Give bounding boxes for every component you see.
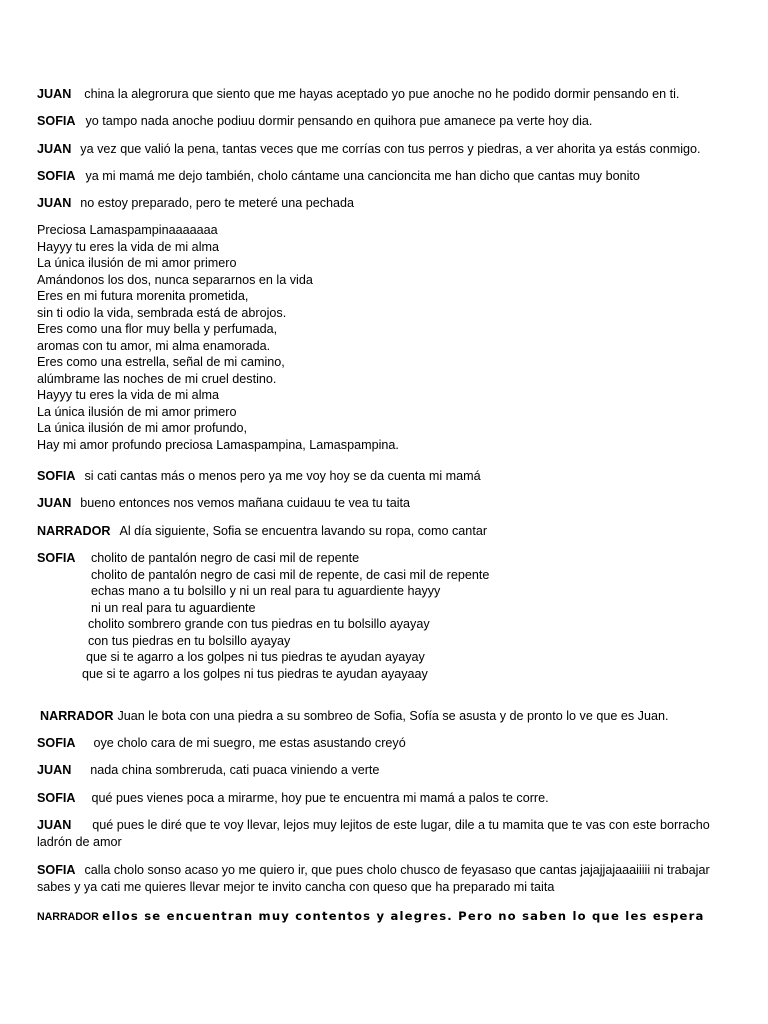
dialogue-line — [37, 817, 738, 850]
dialogue-text: qué pues le diré que te voy llevar, lejos muy lejitos de este lugar, dile a tu mamita que te vas con este borracho ladrón de amor — [37, 818, 710, 849]
closing-text: ellos se encuentran muy contentos y alegres. Pero no saben lo que les espera — [102, 909, 705, 923]
lyric-line: Eres en mi futura morenita prometida, — [37, 289, 249, 303]
dialogue-line — [37, 762, 738, 779]
lyric-line: La única ilusión de mi amor primero — [37, 404, 237, 419]
dialogue-text: bueno entonces nos vemos mañana cuidauu te vea tu taita — [80, 496, 411, 510]
dialogue-line — [37, 468, 738, 485]
lyric-line: con tus piedras en tu bolsillo ayayay — [88, 633, 291, 648]
speaker-label: JUAN — [37, 142, 72, 156]
dialogue-line — [37, 862, 738, 895]
lyric-line: Hayyy tu eres la vida de mi alma — [37, 239, 219, 254]
dialogue-line — [37, 168, 738, 185]
speaker-label: JUAN — [37, 818, 72, 832]
speaker-label: NARRADOR — [37, 911, 99, 923]
dialogue-line — [37, 523, 738, 540]
closing-line — [37, 908, 738, 926]
speaker-label: NARRADOR — [37, 524, 111, 538]
dialogue-text: yo tampo nada anoche podiuu dormir pensando en quihora pue amanece pa verte hoy dia. — [85, 114, 593, 128]
dialogue-line — [37, 113, 738, 130]
lyric-line: La única ilusión de mi amor primero — [37, 256, 237, 270]
lyric-line: cholito de pantalón negro de casi mil de repente, de casi mil de repente — [91, 567, 490, 582]
dialogue-text: calla cholo sonso acaso yo me quiero ir, que pues cholo chusco de feyasaso que cantas jajajjajaaaiiiii ni trabajar sabes y ya cati me quieres llevar mejor te invito cancha con queso que ha preparado mi taita — [37, 863, 710, 894]
lyric-line: Eres como una estrella, señal de mi camino, — [37, 355, 285, 369]
lyric-line: ni un real para tu aguardiente — [91, 600, 256, 615]
lyric-line: que si te agarro a los golpes ni tus piedras te ayudan ayayaay — [82, 666, 428, 681]
dialogue-line — [37, 735, 738, 752]
speaker-label: JUAN — [37, 196, 72, 210]
dialogue-text: ya mi mamá me dejo también, cholo cántame una cancioncita me han dicho que cantas muy bonito — [85, 169, 640, 183]
lyric-line: Eres como una flor muy bella y perfumada, — [37, 322, 278, 336]
lyric-line: sin ti odio la vida, sembrada está de abrojos. — [37, 305, 287, 320]
dialogue-text: oye cholo cara de mi suegro, me estas asustando creyó — [93, 736, 406, 750]
speaker-label: JUAN — [37, 763, 72, 777]
speaker-label: SOFIA — [37, 863, 76, 877]
dialogue-text: ya vez que valió la pena, tantas veces que me corrías con tus perros y piedras, a ver ahorita ya estás conmigo. — [80, 142, 701, 156]
dialogue-text: no estoy preparado, pero te meteré una pechada — [80, 196, 355, 210]
lyric-line: La única ilusión de mi amor profundo, — [37, 421, 248, 435]
speaker-label: JUAN — [37, 496, 72, 510]
dialogue-line — [37, 790, 738, 807]
speaker-label: SOFIA — [37, 551, 76, 565]
lyric-line: echas mano a tu bolsillo y ni un real para tu aguardiente hayyy — [91, 584, 441, 598]
dialogue-line — [37, 195, 738, 212]
dialogue-text: china la alegrorura que siento que me hayas aceptado yo pue anoche no he podido dormir pensando en ti. — [84, 87, 680, 101]
dialogue-text: Juan le bota con una piedra a su sombreo de Sofia, Sofía se asusta y de pronto lo ve que es Juan. — [117, 709, 669, 723]
lyric-line: Hay mi amor profundo preciosa Lamaspampina, Lamaspampina. — [37, 437, 399, 452]
dialogue-line — [37, 141, 738, 158]
lyric-line: cholito sombrero grande con tus piedras en tu bolsillo ayayay — [88, 617, 430, 631]
speaker-label: JUAN — [37, 87, 72, 101]
dialogue-text: nada china sombreruda, cati puaca viniendo a verte — [90, 763, 380, 777]
lyric-line: Amándonos los dos, nunca separarnos en la vida — [37, 272, 313, 287]
dialogue-line — [37, 86, 738, 103]
speaker-label: NARRADOR — [40, 709, 114, 723]
dialogue-line — [40, 708, 738, 725]
lyric-line: cholito de pantalón negro de casi mil de repente — [91, 551, 360, 565]
lyric-line: alúmbrame las noches de mi cruel destino. — [37, 371, 277, 386]
dialogue-text: si cati cantas más o menos pero ya me voy hoy se da cuenta mi mamá — [84, 469, 481, 483]
speaker-label: SOFIA — [37, 469, 76, 483]
dialogue-text: qué pues vienes poca a mirarme, hoy pue te encuentra mi mamá a palos te corre. — [91, 791, 549, 805]
speaker-label: SOFIA — [37, 169, 76, 183]
lyric-line: Preciosa Lamaspampinaaaaaaa — [37, 223, 218, 237]
lyric-line: que si te agarro a los golpes ni tus piedras te ayudan ayayay — [86, 650, 425, 664]
lyric-line: aromas con tu amor, mi alma enamorada. — [37, 338, 271, 353]
speaker-label: SOFIA — [37, 114, 76, 128]
speaker-label: SOFIA — [37, 736, 76, 750]
speaker-label: SOFIA — [37, 791, 76, 805]
dialogue-text: Al día siguiente, Sofia se encuentra lavando su ropa, como cantar — [119, 524, 488, 538]
lyric-line: Hayyy tu eres la vida de mi alma — [37, 388, 219, 402]
dialogue-line — [37, 495, 738, 512]
